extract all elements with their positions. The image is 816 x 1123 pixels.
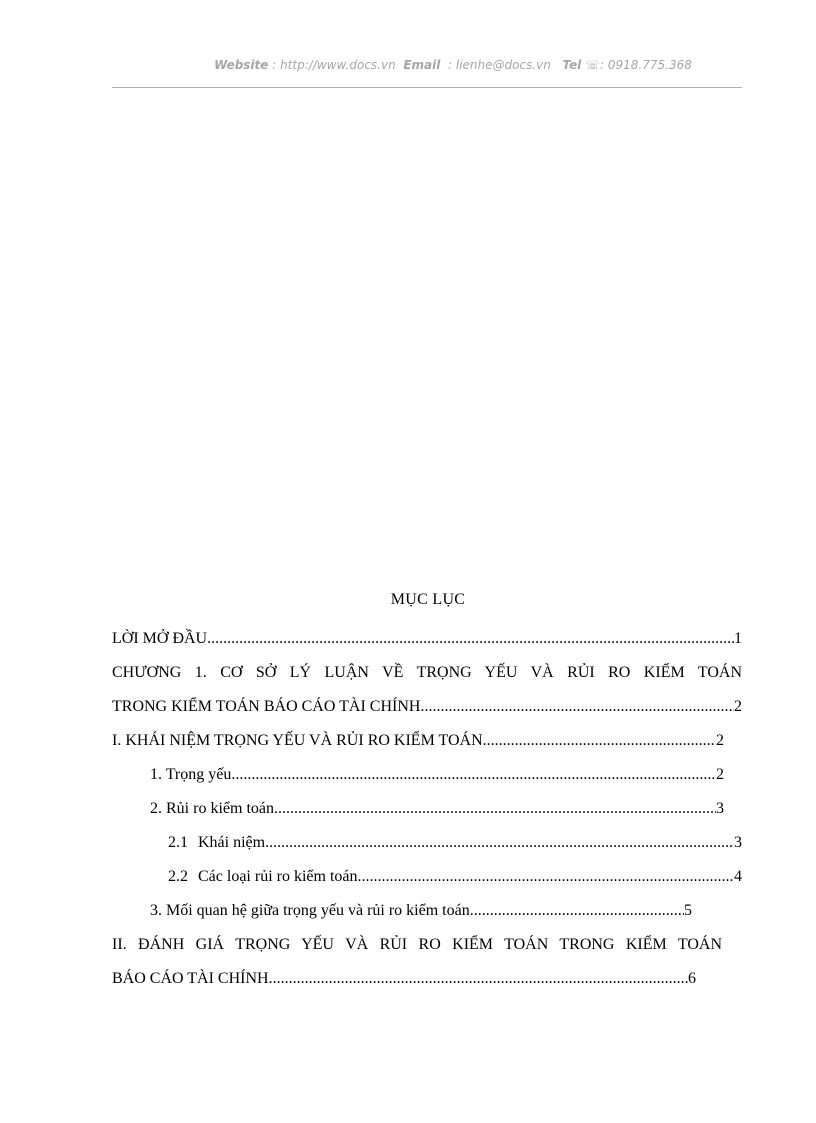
toc-entry[interactable] [112, 962, 742, 996]
toc-entry-page: 2 [716, 766, 724, 783]
toc-entry-label [168, 860, 358, 894]
toc-entry-text: Các loại rủi ro kiểm toán [198, 868, 358, 885]
tel-label: Tel [562, 58, 582, 72]
toc-entry-page: 2 [734, 698, 742, 715]
toc-title: MỤC LỤC [390, 591, 466, 608]
toc-entry-page: 5 [684, 902, 692, 919]
toc-entry-number: 2.1 [168, 834, 188, 851]
toc-leader-dots [207, 622, 734, 656]
phone-icon: ☏ [585, 58, 601, 72]
toc-entry-label: 3. Mối quan hệ giữa trọng yếu và rủi ro kiểm toán [150, 902, 470, 919]
website-value: : http://www.docs.vn [272, 58, 396, 72]
toc-entry[interactable] [112, 826, 742, 860]
toc-leader-dots [358, 860, 734, 894]
toc-entry-label: TRONG KIỂM TOÁN BÁO CÁO TÀI CHÍNH [112, 698, 421, 715]
email-value: : lienhe@docs.vn [448, 58, 551, 72]
toc-entry-page: 1 [734, 630, 742, 647]
toc-entry-page: 6 [688, 970, 696, 987]
toc-entry-line1[interactable]: II. ĐÁNH GIÁ TRỌNG YẾU VÀ RỦI RO KIỂM TOÁN TRONG KIỂM TOÁN [112, 936, 722, 953]
toc-leader-dots [231, 758, 716, 792]
toc-leader-dots [420, 690, 734, 724]
toc-entry[interactable] [112, 792, 742, 826]
header-divider [112, 87, 742, 88]
toc-entry[interactable] [112, 894, 742, 928]
toc-entry-line1[interactable]: CHƯƠNG 1. CƠ SỞ LÝ LUẬN VỀ TRỌNG YẾU VÀ RỦI RO KIỂM TOÁN [112, 664, 742, 681]
toc-leader-dots [265, 826, 734, 860]
toc-entry[interactable] [112, 758, 742, 792]
toc-entry-label [168, 826, 265, 860]
page-header [112, 58, 742, 82]
table-of-contents [112, 588, 742, 996]
toc-entry-page: 4 [734, 868, 742, 885]
toc-leader-dots [269, 962, 688, 996]
email-label: Email [403, 58, 441, 72]
tel-value: : 0918.775.368 [600, 58, 692, 72]
toc-entry-page: 3 [734, 834, 742, 851]
toc-leader-dots [483, 724, 716, 758]
toc-entry-page: 3 [716, 800, 724, 817]
website-label: Website [214, 58, 269, 72]
toc-entry-label: LỜI MỞ ĐẦU [112, 630, 208, 647]
toc-leader-dots [470, 894, 684, 928]
toc-entry[interactable] [112, 622, 742, 656]
toc-entry[interactable] [112, 690, 742, 724]
toc-leader-dots [274, 792, 716, 826]
toc-entry[interactable] [112, 724, 742, 758]
toc-entry-label: BÁO CÁO TÀI CHÍNH [112, 970, 269, 987]
toc-entry-text: Khái niệm [198, 834, 266, 851]
toc-entry-label: I. KHÁI NIỆM TRỌNG YẾU VÀ RỦI RO KIỂM TOÁN [112, 732, 483, 749]
toc-entry-number: 2.2 [168, 868, 188, 885]
toc-entry[interactable] [112, 860, 742, 894]
toc-entry-page: 2 [716, 732, 724, 749]
toc-entry-label: 2. Rủi ro kiểm toán [150, 800, 274, 817]
toc-entry-label: 1. Trọng yếu [150, 766, 232, 783]
